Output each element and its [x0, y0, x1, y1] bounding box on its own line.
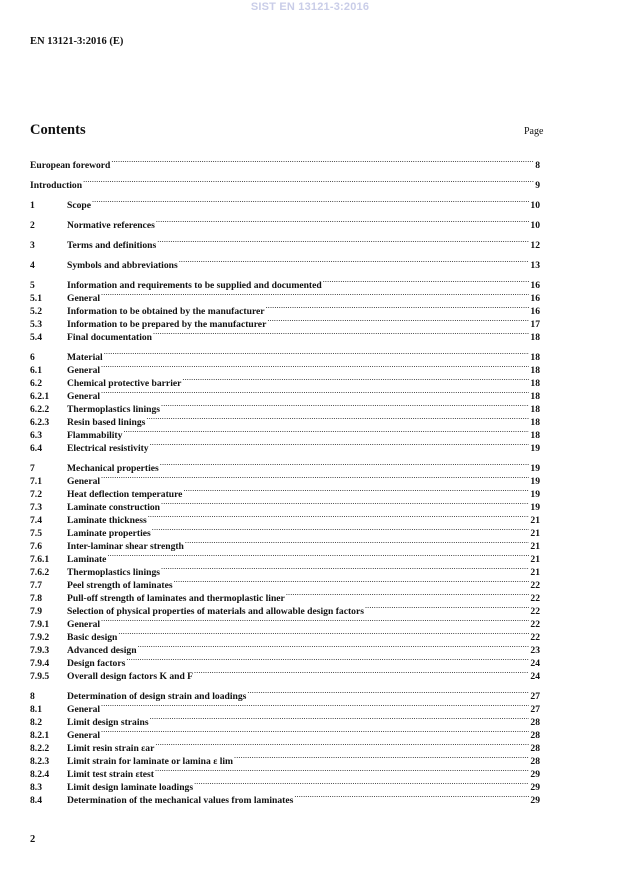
toc-leader-dots — [155, 764, 529, 777]
toc-leader-dots — [294, 790, 529, 803]
toc-entry-title: General — [67, 391, 101, 402]
contents-heading: Contents — [30, 122, 86, 138]
toc-leader-dots — [111, 155, 534, 168]
toc-leader-dots — [323, 275, 530, 288]
toc-entry-number: 7.9 — [30, 606, 42, 617]
toc-leader-dots — [101, 288, 529, 301]
toc-entry-title: Information to be prepared by the manufacturer — [67, 319, 267, 330]
toc-entry[interactable] — [30, 458, 540, 474]
toc-leader-dots — [157, 235, 529, 248]
toc-leader-dots — [92, 195, 529, 208]
toc-entry-number: 3 — [30, 240, 35, 251]
toc-entry-page: 18 — [530, 391, 540, 402]
toc-leader-dots — [148, 510, 530, 523]
toc-entry-title: Limit test strain εtest — [67, 769, 154, 780]
toc-entry[interactable] — [30, 562, 540, 578]
toc-entry-page: 12 — [530, 240, 540, 251]
toc-entry[interactable] — [30, 360, 540, 376]
toc-entry[interactable] — [30, 627, 540, 643]
toc-entry-number: 7.6.1 — [30, 554, 50, 565]
toc-entry-number: 5.2 — [30, 306, 42, 317]
toc-entry-page: 18 — [530, 332, 540, 343]
toc-entry-number: 6.4 — [30, 443, 42, 454]
toc-entry[interactable] — [30, 484, 540, 500]
page-column-header: Page — [524, 126, 544, 137]
toc-entry[interactable] — [30, 275, 540, 291]
toc-leader-dots — [174, 575, 530, 588]
toc-entry-number: 5 — [30, 280, 35, 291]
toc-leader-dots — [101, 360, 529, 373]
toc-leader-dots — [83, 175, 534, 188]
toc-entry-number: 7.4 — [30, 515, 42, 526]
toc-entry-page: 23 — [530, 645, 540, 656]
toc-leader-dots — [101, 386, 529, 399]
toc-entry-page: 29 — [530, 795, 540, 806]
toc-entry-number: 7.9.1 — [30, 619, 50, 630]
document-id: EN 13121-3:2016 (E) — [30, 36, 124, 47]
toc-entry-number: 7.7 — [30, 580, 42, 591]
toc-entry-number: 7.9.5 — [30, 671, 50, 682]
toc-entry-page: 22 — [530, 580, 540, 591]
toc-entry-number: 8.2.2 — [30, 743, 50, 754]
toc-entry-number: 8.4 — [30, 795, 42, 806]
toc-entry-title: Thermoplastics linings — [67, 567, 161, 578]
toc-entry-number: 7.6.2 — [30, 567, 50, 578]
toc-entry-number: 7.2 — [30, 489, 42, 500]
toc-leader-dots — [194, 777, 529, 790]
toc-entry-title: Mechanical properties — [67, 463, 159, 474]
toc-entry-number: 8 — [30, 691, 35, 702]
toc-entry-number: 5.4 — [30, 332, 42, 343]
toc-entry-title: Material — [67, 352, 103, 363]
toc-entry-page: 28 — [530, 717, 540, 728]
toc-entry-number: 7.3 — [30, 502, 42, 513]
toc-entry-title: Symbols and abbreviations — [67, 260, 178, 271]
toc-entry[interactable] — [30, 699, 540, 715]
toc-entry-title: Limit strain for laminate or lamina ε lim — [67, 756, 234, 767]
toc-entry-number: 6.2 — [30, 378, 42, 389]
toc-entry-title: Flammability — [67, 430, 123, 441]
toc-entry-page: 16 — [530, 280, 540, 291]
toc-leader-dots — [101, 699, 529, 712]
toc-entry-title: Information and requirements to be supplied and documented — [67, 280, 322, 291]
toc-entry-title: General — [67, 476, 101, 487]
toc-entry[interactable] — [30, 255, 540, 271]
toc-entry[interactable] — [30, 288, 540, 304]
toc-entry-number: 8.3 — [30, 782, 42, 793]
toc-entry-title: Terms and definitions — [67, 240, 157, 251]
toc-entry-title: Limit resin strain εar — [67, 743, 155, 754]
toc-entry-page: 13 — [530, 260, 540, 271]
toc-entry[interactable] — [30, 738, 540, 754]
toc-entry-page: 21 — [530, 554, 540, 565]
toc-leader-dots — [126, 653, 529, 666]
toc-entry[interactable] — [30, 386, 540, 402]
toc-entry[interactable] — [30, 725, 540, 741]
toc-entry-page: 8 — [535, 160, 540, 171]
toc-entry-title: Laminate — [67, 554, 107, 565]
toc-entry-page: 21 — [530, 541, 540, 552]
toc-entry-page: 19 — [530, 463, 540, 474]
toc-leader-dots — [156, 215, 530, 228]
toc-entry-title: General — [67, 365, 101, 376]
toc-entry-title: Laminate construction — [67, 502, 161, 513]
toc-entry-title: Overall design factors K and F — [67, 671, 194, 682]
toc-leader-dots — [266, 301, 530, 314]
toc-entry-page: 10 — [530, 220, 540, 231]
toc-entry-title: Thermoplastics linings — [67, 404, 161, 415]
toc-entry[interactable] — [30, 399, 540, 415]
toc-entry-title: Normative references — [67, 220, 155, 231]
toc-leader-dots — [107, 549, 529, 562]
toc-leader-dots — [182, 373, 529, 386]
toc-entry-page: 28 — [530, 730, 540, 741]
toc-leader-dots — [153, 327, 529, 340]
toc-leader-dots — [101, 471, 529, 484]
toc-entry-page: 21 — [530, 528, 540, 539]
toc-entry-title: General — [67, 293, 101, 304]
toc-entry-page: 16 — [530, 306, 540, 317]
toc-leader-dots — [138, 640, 530, 653]
toc-entry-page: 22 — [530, 619, 540, 630]
toc-entry-title: Limit design laminate loadings — [67, 782, 194, 793]
toc-entry-page: 19 — [530, 443, 540, 454]
toc-entry[interactable] — [30, 195, 540, 211]
toc-entry-title: Final documentation — [67, 332, 153, 343]
toc-entry-number: 7.9.4 — [30, 658, 50, 669]
toc-entry[interactable] — [30, 215, 540, 231]
toc-leader-dots — [234, 751, 529, 764]
toc-entry-page: 19 — [530, 502, 540, 513]
toc-leader-dots — [118, 627, 529, 640]
toc-leader-dots — [183, 484, 529, 497]
toc-leader-dots — [160, 458, 530, 471]
toc-entry-title: Design factors — [67, 658, 126, 669]
toc-entry-number: 8.2.3 — [30, 756, 50, 767]
toc-entry-page: 24 — [530, 671, 540, 682]
toc-entry-title: Inter-laminar shear strength — [67, 541, 184, 552]
toc-entry-number: 4 — [30, 260, 35, 271]
toc-entry-page: 9 — [535, 180, 540, 191]
toc-entry-number: 2 — [30, 220, 35, 231]
toc-entry[interactable] — [30, 471, 540, 487]
toc-entry-title: Laminate properties — [67, 528, 151, 539]
toc-entry-title: General — [67, 619, 101, 630]
toc-entry-number: 7.9.2 — [30, 632, 50, 643]
toc-entry-page: 18 — [530, 430, 540, 441]
toc-leader-dots — [179, 255, 530, 268]
toc-entry-number: 8.2.1 — [30, 730, 50, 741]
toc-entry[interactable] — [30, 614, 540, 630]
toc-entry-page: 18 — [530, 365, 540, 376]
toc-entry-title: Determination of the mechanical values from laminates — [67, 795, 294, 806]
toc-entry-number: 8.2 — [30, 717, 42, 728]
toc-entry-number: 6.2.3 — [30, 417, 50, 428]
toc-entry-page: 19 — [530, 489, 540, 500]
toc-entry-number: 6.3 — [30, 430, 42, 441]
toc-entry-number: 7.9.3 — [30, 645, 50, 656]
toc-entry-title: Introduction — [30, 180, 83, 191]
toc-entry-page: 28 — [530, 743, 540, 754]
toc-entry[interactable] — [30, 712, 540, 728]
toc-entry[interactable] — [30, 175, 540, 191]
toc-entry-page: 22 — [530, 632, 540, 643]
toc-leader-dots — [150, 712, 530, 725]
toc-entry-number: 8.2.4 — [30, 769, 50, 780]
toc-entry[interactable] — [30, 155, 540, 171]
toc-entry-number: 5.1 — [30, 293, 42, 304]
toc-leader-dots — [155, 738, 529, 751]
toc-entry[interactable] — [30, 686, 540, 702]
toc-entry-page: 29 — [530, 769, 540, 780]
toc-leader-dots — [161, 562, 529, 575]
toc-entry-page: 29 — [530, 782, 540, 793]
toc-entry-number: 7.8 — [30, 593, 42, 604]
toc-leader-dots — [146, 412, 529, 425]
toc-leader-dots — [286, 588, 530, 601]
toc-entry-number: 7 — [30, 463, 35, 474]
toc-entry-title: Chemical protective barrier — [67, 378, 182, 389]
toc-entry-number: 8.1 — [30, 704, 42, 715]
toc-entry[interactable] — [30, 235, 540, 251]
toc-leader-dots — [185, 536, 530, 549]
toc-entry-title: General — [67, 704, 101, 715]
toc-entry-page: 27 — [530, 704, 540, 715]
toc-entry-title: Limit design strains — [67, 717, 149, 728]
toc-entry-title: General — [67, 730, 101, 741]
toc-entry-page: 22 — [530, 593, 540, 604]
toc-entry-title: Scope — [67, 200, 91, 211]
toc-entry-title: Heat deflection temperature — [67, 489, 183, 500]
toc-leader-dots — [150, 438, 530, 451]
toc-entry[interactable] — [30, 301, 540, 317]
toc-entry-page: 18 — [530, 352, 540, 363]
toc-entry-number: 5.3 — [30, 319, 42, 330]
toc-entry-number: 7.6 — [30, 541, 42, 552]
toc-leader-dots — [152, 523, 530, 536]
toc-entry-title: Peel strength of laminates — [67, 580, 173, 591]
toc-entry-page: 21 — [530, 567, 540, 578]
toc-entry[interactable] — [30, 373, 540, 389]
toc-leader-dots — [267, 314, 529, 327]
toc-entry-page: 24 — [530, 658, 540, 669]
toc-entry-title: Resin based linings — [67, 417, 146, 428]
toc-entry-page: 16 — [530, 293, 540, 304]
toc-entry[interactable] — [30, 347, 540, 363]
toc-leader-dots — [161, 399, 529, 412]
page-number: 2 — [30, 834, 36, 845]
toc-entry-page: 18 — [530, 417, 540, 428]
toc-entry-page: 19 — [530, 476, 540, 487]
toc-leader-dots — [123, 425, 529, 438]
toc-entry-title: Selection of physical properties of materials and allowable design factors — [67, 606, 364, 617]
toc-leader-dots — [101, 614, 529, 627]
toc-entry-number: 1 — [30, 200, 35, 211]
toc-leader-dots — [161, 497, 529, 510]
toc-entry[interactable] — [30, 549, 540, 565]
toc-leader-dots — [194, 666, 529, 679]
toc-leader-dots — [101, 725, 529, 738]
toc-entry-title: Determination of design strain and loadings — [67, 691, 247, 702]
toc-entry-page: 28 — [530, 756, 540, 767]
toc-entry-title: Pull-off strength of laminates and thermoplastic liner — [67, 593, 285, 604]
toc-entry-title: European foreword — [30, 160, 111, 171]
toc-entry-title: Information to be obtained by the manufacturer — [67, 306, 265, 317]
toc-entry-number: 6 — [30, 352, 35, 363]
toc-entry-number: 6.1 — [30, 365, 42, 376]
toc-entry-page: 22 — [530, 606, 540, 617]
toc-entry-page: 18 — [530, 378, 540, 389]
toc-entry-page: 10 — [530, 200, 540, 211]
toc-entry-title: Advanced design — [67, 645, 137, 656]
toc-entry-number: 7.1 — [30, 476, 42, 487]
watermark: SIST EN 13121-3:2016 — [250, 1, 370, 13]
toc-entry-title: Basic design — [67, 632, 118, 643]
toc-entry-page: 18 — [530, 404, 540, 415]
toc-entry-page: 27 — [530, 691, 540, 702]
table-of-contents — [30, 155, 540, 806]
toc-entry-page: 21 — [530, 515, 540, 526]
toc-entry-title: Laminate thickness — [67, 515, 147, 526]
toc-leader-dots — [365, 601, 529, 614]
toc-entry-number: 6.2.2 — [30, 404, 50, 415]
toc-entry-number: 6.2.1 — [30, 391, 50, 402]
toc-entry-number: 7.5 — [30, 528, 42, 539]
toc-entry-title: Electrical resistivity — [67, 443, 149, 454]
toc-leader-dots — [104, 347, 530, 360]
toc-entry-page: 17 — [530, 319, 540, 330]
toc-leader-dots — [247, 686, 529, 699]
